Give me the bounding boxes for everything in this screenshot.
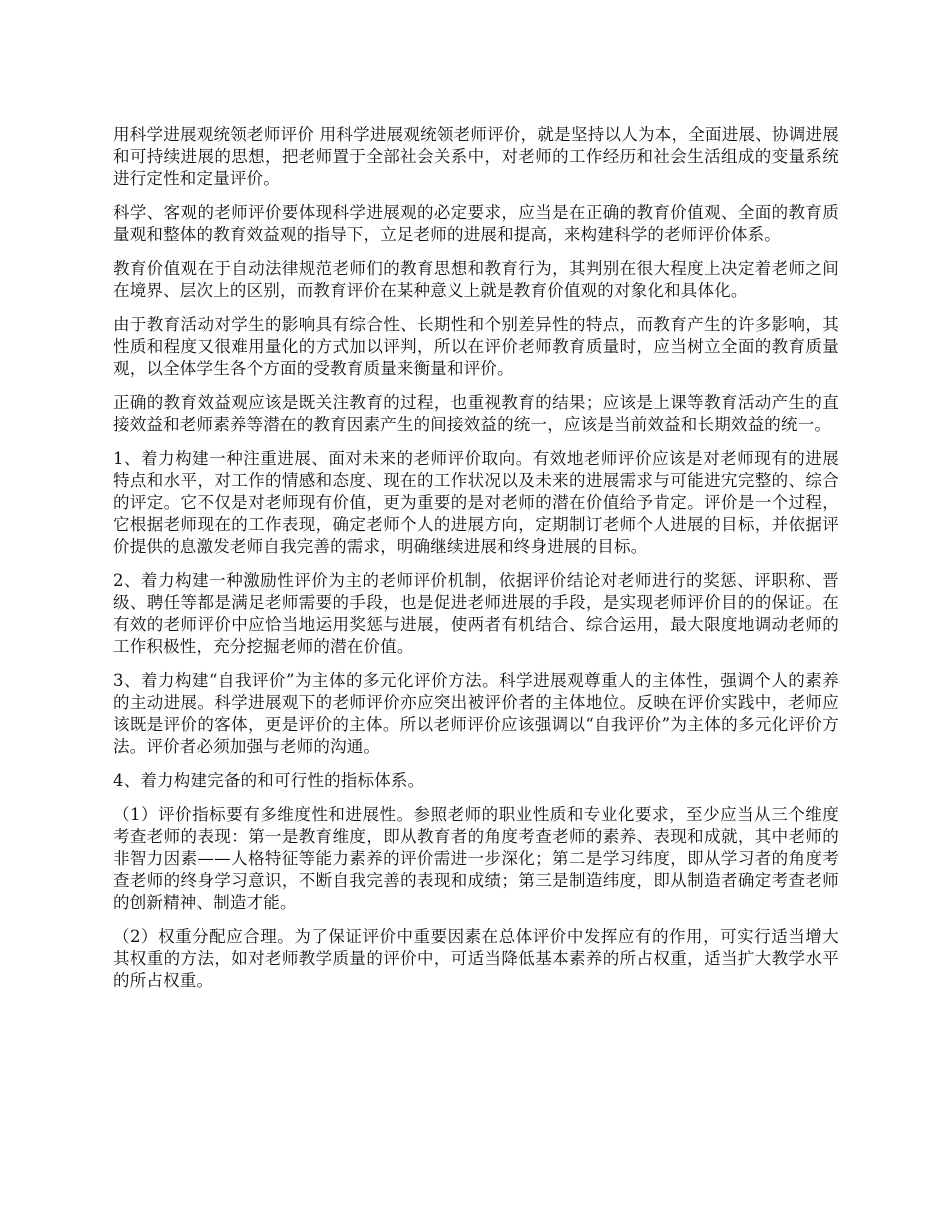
paragraph-subpoint-1: （1）评价指标要有多维度性和进展性。参照老师的职业性质和专业化要求，至少应当从三个维度考查老师的表现：第一是教育维度，即从教育者的角度考查老师的素养、表现和成就，其中老师的非智力因素——人格特征等能力素养的评价需进一步深化；第二是学习纬度，即从学习者的角度考查老师的终身学习意识，不断自我完善的表现和成绩；第三是制造纬度，即从制造者确定考查老师的创新精神、制造才能。 — [113, 805, 839, 912]
paragraph-education-quality: 由于教育活动对学生的影响具有综合性、长期性和个别差异性的特点，而教育产生的许多影响，其性质和程度又很难用量化的方式加以评判，所以在评价老师教育质量时，应当树立全面的教育质量观，以全体学生各个方面的受教育质量来衡量和评价。 — [113, 315, 839, 378]
paragraph-scientific-evaluation: 科学、客观的老师评价要体现科学进展观的必定要求，应当是在正确的教育价值观、全面的教育质量观和整体的教育效益观的指导下，立足老师的进展和提高，来构建科学的老师评价体系。 — [113, 203, 839, 244]
document-body — [113, 124, 839, 1004]
paragraph-point-3: 3、着力构建“自我评价”为主体的多元化评价方法。科学进展观尊重人的主体性，强调个人的素养的主动进展。科学进展观下的老师评价亦应突出被评价者的主体地位。反映在评价实践中，老师应该既是评价的客体，更是评价的主体。所以老师评价应该强调以“自我评价”为主体的多元化评价方法。评价者必须加强与老师的沟通。 — [113, 671, 839, 756]
paragraph-point-4: 4、着力构建完备的和可行性的指标体系。 — [113, 771, 425, 790]
paragraph-education-benefit: 正确的教育效益观应该是既关注教育的过程，也重视教育的结果；应该是上课等教育活动产生的直接效益和老师素养等潜在的教育因素产生的间接效益的统一，应该是当前效益和长期效益的统一。 — [113, 393, 839, 434]
paragraph-education-values: 教育价值观在于自动法律规范老师们的教育思想和教育行为，其判别在很大程度上决定着老师之间在境界、层次上的区别，而教育评价在某种意义上就是教育价值观的对象化和具体化。 — [113, 259, 839, 300]
paragraph-intro: 用科学进展观统领老师评价 用科学进展观统领老师评价，就是坚持以人为本，全面进展、协调进展和可持续进展的思想，把老师置于全部社会关系中，对老师的工作经历和社会生活组成的变量系统进行定性和定量评价。 — [113, 125, 839, 188]
paragraph-point-1: 1、着力构建一种注重进展、面对未来的老师评价取向。有效地老师评价应该是对老师现有的进展特点和水平，对工作的情感和态度、现在的工作状况以及未来的进展需求与可能进宄完整的、综合的评定。它不仅是对老师现有价值，更为重要的是对老师的潜在价值给予肯定。评价是一个过程，它根据老师现在的工作表现，确定老师个人的进展方向，定期制订老师个人进展的目标，并依据评价提供的息激发老师自我完善的需求，明确继续进展和终身进展的目标。 — [113, 449, 839, 556]
paragraph-point-2: 2、着力构建一种激励性评价为主的老师评价机制，依据评价结论对老师进行的奖惩、评职称、晋级、聘任等都是满足老师需要的手段，也是促进老师进展的手段，是实现老师评价目的的保证。在有效的老师评价中应恰当地运用奖惩与进展，使两者有机结合、综合运用，最大限度地调动老师的工作积极性，充分挖掘老师的潜在价值。 — [113, 571, 839, 656]
paragraph-subpoint-2: （2）权重分配应合理。为了保证评价中重要因素在总体评价中发挥应有的作用，可实行适当增大其权重的方法，如对老师教学质量的评价中，可适当降低基本素养的所占权重，适当扩大教学水平的所占权重。 — [113, 927, 839, 990]
